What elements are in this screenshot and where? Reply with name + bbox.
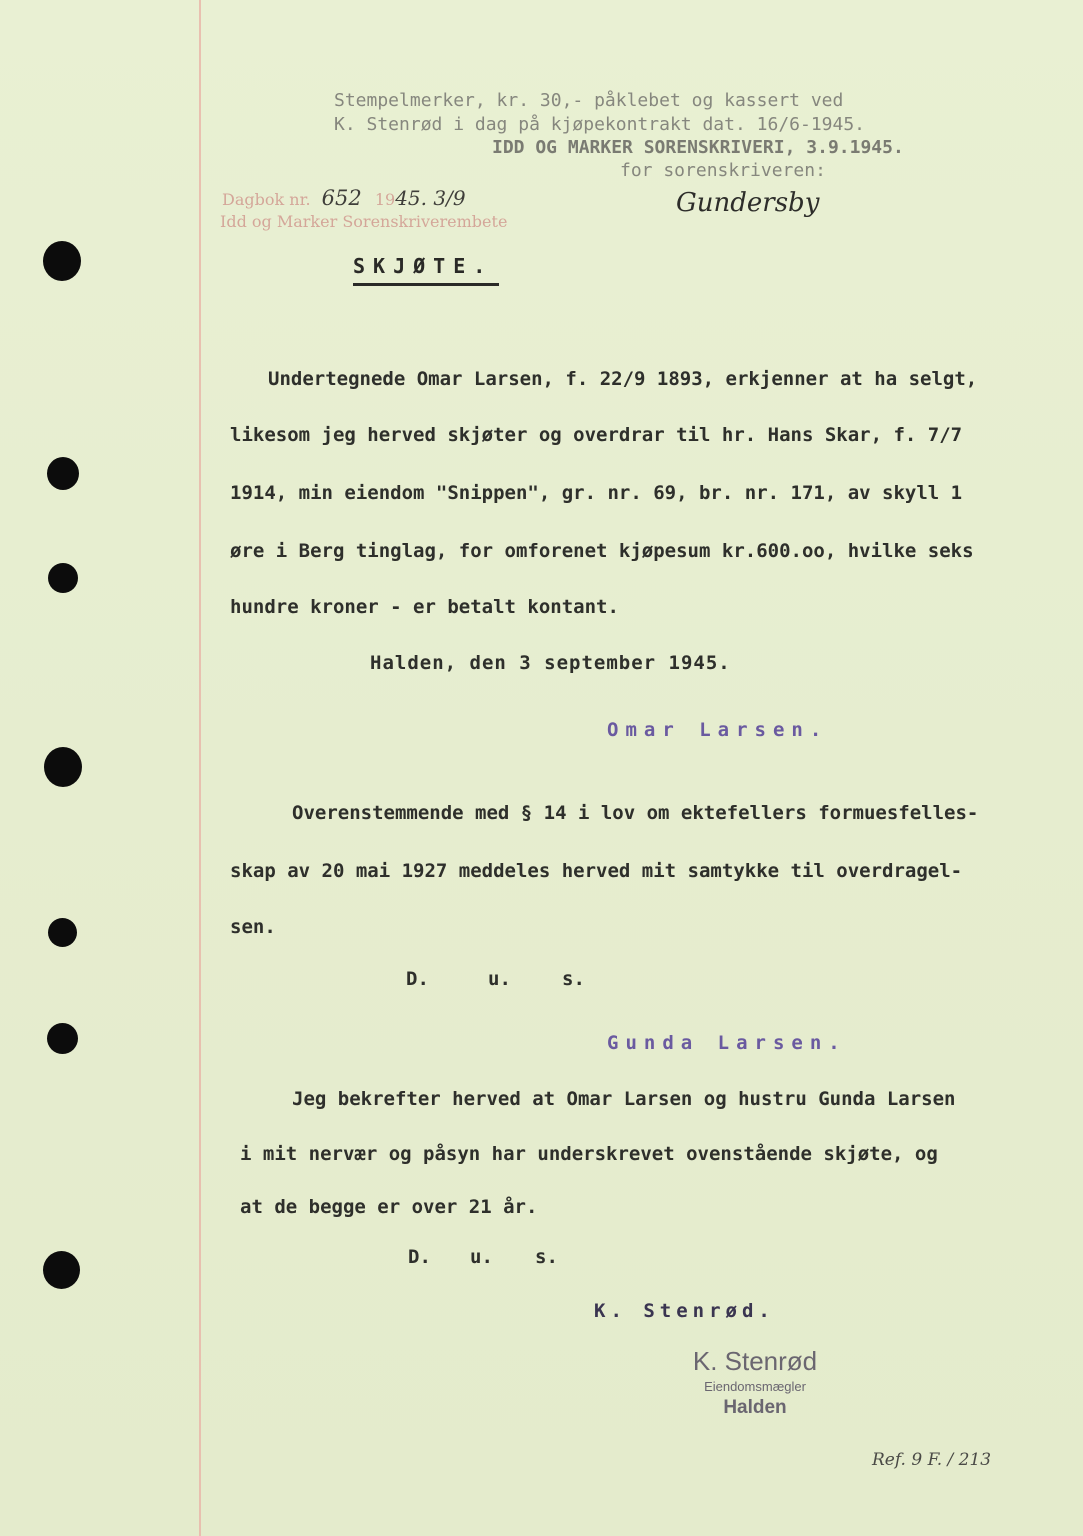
witness-line: at de begge er over 21 år. <box>240 1196 538 1218</box>
document-title: SKJØTE. <box>353 254 494 278</box>
witness-line: Jeg bekrefter herved at Omar Larsen og hustru Gunda Larsen <box>292 1088 956 1110</box>
dus-s: s. <box>562 968 585 990</box>
punch-hole <box>47 1023 78 1054</box>
place-date: Halden, den 3 september 1945. <box>370 652 731 674</box>
dagbok-year-prefix: 19 <box>374 190 396 209</box>
dagbok-date: 45. 3/9 <box>395 186 466 210</box>
consent-line: Overenstemmende med § 14 i lov om ektefellers formuesfelles- <box>292 802 979 824</box>
dagbok-label: Dagbok nr. <box>222 190 311 209</box>
stamp-city: Halden <box>723 1397 787 1418</box>
seller-signature: Omar Larsen. <box>607 719 829 741</box>
body-line: likesom jeg herved skjøter og overdrar til hr. Hans Skar, f. 7/7 <box>230 424 963 446</box>
stamp-title: Eiendomsmægler <box>704 1379 806 1394</box>
stamp-note-line: K. Stenrød i dag på kjøpekontrakt dat. 16/6-1945. <box>334 114 866 135</box>
registrar-signature: Gundersby <box>676 188 820 218</box>
dus-d: D. <box>406 968 429 990</box>
punch-hole <box>44 747 82 787</box>
body-line: øre i Berg tinglag, for omforenet kjøpesum kr.600.oo, hvilke seks <box>230 540 974 562</box>
spouse-signature: Gunda Larsen. <box>607 1032 847 1054</box>
body-line: Undertegnede Omar Larsen, f. 22/9 1893, erkjenner at ha selgt, <box>268 368 978 390</box>
stamp-name: K. Stenrød <box>692 1346 818 1376</box>
margin-line <box>199 0 201 1536</box>
body-line: hundre kroner - er betalt kontant. <box>230 596 619 618</box>
punch-hole <box>48 918 77 947</box>
punch-hole <box>48 563 78 593</box>
company-stamp <box>660 1346 850 1419</box>
dus-s: s. <box>535 1246 558 1268</box>
witness-signature: K. Stenrød. <box>594 1300 775 1322</box>
punch-hole <box>43 1251 80 1289</box>
stamp-note-line: IDD OG MARKER SORENSKRIVERI, 3.9.1945. <box>492 137 904 158</box>
stamp-note-line: for sorenskriveren: <box>620 160 826 181</box>
title-underline <box>353 283 499 286</box>
consent-line: skap av 20 mai 1927 meddeles herved mit samtykke til overdragel- <box>230 860 963 882</box>
consent-line: sen. <box>230 916 276 938</box>
punch-hole <box>47 457 79 490</box>
dus-u: u. <box>470 1246 493 1268</box>
dus-u: u. <box>488 968 511 990</box>
body-line: 1914, min eiendom "Snippen", gr. nr. 69, br. nr. 171, av skyll 1 <box>230 482 963 504</box>
dagbok-stamp <box>222 186 466 210</box>
dus-d: D. <box>408 1246 431 1268</box>
reference-note: Ref. 9 F. / 213 <box>872 1450 992 1470</box>
dagbok-office: Idd og Marker Sorenskriverembete <box>220 212 508 231</box>
stamp-note-line: Stempelmerker, kr. 30,- påklebet og kassert ved <box>334 90 844 111</box>
punch-hole <box>43 241 81 281</box>
dagbok-number: 652 <box>321 186 362 210</box>
witness-line: i mit nervær og påsyn har underskrevet ovenstående skjøte, og <box>240 1143 938 1165</box>
